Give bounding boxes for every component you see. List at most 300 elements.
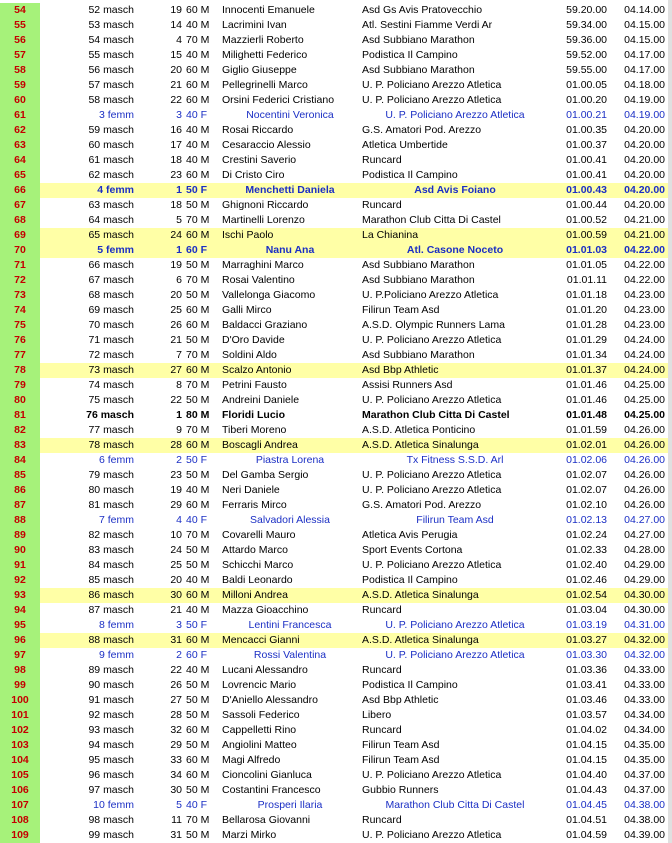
cell-sex: 50 M: [186, 259, 210, 271]
overall-position: 71: [0, 258, 40, 273]
overall-position: 70: [0, 243, 40, 258]
cell-cpos: 27: [170, 364, 182, 376]
cell-time: 01.01.29: [566, 334, 607, 346]
cell-name: Piastra Lorena: [255, 454, 325, 466]
cell-cpos: 31: [170, 634, 182, 646]
cell-cat: 58 masch: [88, 94, 134, 106]
cell-team: A.S.D. Atletica Sinalunga: [362, 589, 479, 601]
cell-time: 01.00.20: [566, 94, 607, 106]
overall-position: 86: [0, 483, 40, 498]
overall-position: 59: [0, 78, 40, 93]
cell-team: Podistica Il Campino: [362, 49, 458, 61]
cell-cpos: 18: [170, 199, 182, 211]
overall-position: 68: [0, 213, 40, 228]
cell-time: 01.01.18: [566, 289, 607, 301]
cell-cat: 61 masch: [88, 154, 134, 166]
cell-name: Di Cristo Ciro: [222, 169, 285, 181]
cell-sex: 60 M: [186, 79, 210, 91]
overall-position: 64: [0, 153, 40, 168]
cell-pace: 04.25.00: [624, 379, 665, 391]
cell-sex: 50 M: [186, 289, 210, 301]
cell-time: 01.02.10: [566, 499, 607, 511]
cell-team: Runcard: [362, 199, 402, 211]
cell-time: 01.01.46: [566, 379, 607, 391]
table-row: [0, 663, 672, 678]
cell-cat: 53 masch: [88, 19, 134, 31]
cell-name: Andreini Daniele: [222, 394, 300, 406]
cell-name: Del Gamba Sergio: [222, 469, 309, 481]
cell-team: Asd Subbiano Marathon: [362, 349, 475, 361]
table-row: [0, 108, 672, 123]
overall-position: 96: [0, 633, 40, 648]
cell-name: Tiberi Moreno: [222, 424, 287, 436]
cell-time: 01.04.45: [566, 799, 607, 811]
cell-cat: 9 femm: [98, 649, 134, 661]
table-row: [0, 243, 672, 258]
cell-time: 01.00.05: [566, 79, 607, 91]
cell-team: A.S.D. Atletica Sinalunga: [362, 439, 479, 451]
table-row: [0, 633, 672, 648]
cell-pace: 04.20.00: [624, 199, 665, 211]
cell-team: U. P. Policiano Arezzo Atletica: [362, 559, 502, 571]
cell-cpos: 32: [170, 724, 182, 736]
cell-team: Marathon Club Citta Di Castel: [385, 799, 525, 811]
cell-time: 01.04.40: [566, 769, 607, 781]
overall-position: 57: [0, 48, 40, 63]
cell-team: U. P. Policiano Arezzo Atletica: [362, 94, 502, 106]
cell-name: Schicchi Marco: [222, 559, 294, 571]
cell-name: Petrini Fausto: [222, 379, 287, 391]
cell-cat: 91 masch: [88, 694, 134, 706]
cell-time: 01.03.36: [566, 664, 607, 676]
table-row: [0, 618, 672, 633]
cell-sex: 40 M: [186, 484, 210, 496]
cell-name: Baldi Leonardo: [222, 574, 293, 586]
cell-team: Asd Subbiano Marathon: [362, 34, 475, 46]
table-row: [0, 168, 672, 183]
table-row: [0, 348, 672, 363]
overall-position: 81: [0, 408, 40, 423]
cell-name: Crestini Saverio: [222, 154, 297, 166]
cell-name: Marzi Mirko: [222, 829, 277, 841]
cell-name: Lucani Alessandro: [222, 664, 308, 676]
cell-cpos: 24: [170, 229, 182, 241]
cell-team: U. P. Policiano Arezzo Atletica: [362, 394, 502, 406]
cell-team: La Chianina: [362, 229, 419, 241]
cell-name: D'Oro Davide: [222, 334, 285, 346]
cell-sex: 70 M: [186, 349, 210, 361]
overall-position: 106: [0, 783, 40, 798]
cell-time: 01.03.30: [566, 649, 607, 661]
table-row: [0, 753, 672, 768]
table-row: [0, 513, 672, 528]
cell-sex: 60 F: [186, 244, 208, 256]
cell-name: Orsini Federici Cristiano: [222, 94, 335, 106]
cell-time: 01.01.48: [566, 409, 607, 421]
cell-cat: 60 masch: [88, 139, 134, 151]
cell-team: Asd Subbiano Marathon: [362, 274, 475, 286]
cell-cat: 77 masch: [88, 424, 134, 436]
cell-cat: 87 masch: [88, 604, 134, 616]
cell-team: Atletica Avis Perugia: [362, 529, 458, 541]
cell-name: Prosperi Ilaria: [257, 799, 323, 811]
overall-position: 58: [0, 63, 40, 78]
overall-position: 67: [0, 198, 40, 213]
cell-time: 59.36.00: [566, 34, 607, 46]
overall-position: 79: [0, 378, 40, 393]
cell-name: Neri Daniele: [222, 484, 280, 496]
overall-position: 55: [0, 18, 40, 33]
cell-team: U. P. Policiano Arezzo Atletica: [362, 79, 502, 91]
table-row: [0, 78, 672, 93]
cell-name: Milighetti Federico: [222, 49, 308, 61]
cell-pace: 04.39.00: [624, 829, 665, 841]
cell-name: Menchetti Daniela: [245, 184, 335, 196]
overall-position: 93: [0, 588, 40, 603]
overall-position: 73: [0, 288, 40, 303]
cell-pace: 04.15.00: [624, 34, 665, 46]
table-row: [0, 33, 672, 48]
cell-pace: 04.17.00: [624, 64, 665, 76]
cell-team: Runcard: [362, 664, 402, 676]
cell-team: Libero: [362, 709, 392, 721]
cell-time: 01.00.43: [566, 184, 607, 196]
cell-pace: 04.34.00: [624, 709, 665, 721]
cell-sex: 60 M: [186, 94, 210, 106]
cell-cpos: 4: [176, 514, 182, 526]
cell-cpos: 22: [170, 664, 182, 676]
table-row: [0, 528, 672, 543]
cell-time: 01.01.11: [566, 274, 607, 286]
cell-team: Sport Events Cortona: [362, 544, 463, 556]
cell-cpos: 17: [170, 139, 182, 151]
cell-sex: 40 M: [186, 664, 210, 676]
cell-cat: 74 masch: [88, 379, 134, 391]
cell-time: 01.02.06: [566, 454, 607, 466]
cell-sex: 40 M: [186, 604, 210, 616]
cell-sex: 70 M: [186, 529, 210, 541]
cell-time: 01.01.05: [566, 259, 607, 271]
cell-time: 01.00.37: [566, 139, 607, 151]
cell-time: 01.01.03: [566, 244, 607, 256]
overall-position: 101: [0, 708, 40, 723]
table-row: [0, 468, 672, 483]
table-row: [0, 588, 672, 603]
cell-name: Nanu Ana: [265, 244, 315, 256]
cell-cpos: 5: [176, 799, 182, 811]
cell-pace: 04.32.00: [624, 649, 665, 661]
cell-team: U. P. Policiano Arezzo Atletica: [362, 334, 502, 346]
cell-time: 01.01.37: [566, 364, 607, 376]
cell-sex: 50 M: [186, 784, 210, 796]
cell-cat: 67 masch: [88, 274, 134, 286]
cell-sex: 70 M: [186, 214, 210, 226]
cell-cpos: 34: [170, 769, 182, 781]
overall-position: 74: [0, 303, 40, 318]
cell-time: 01.03.57: [566, 709, 607, 721]
table-row: [0, 603, 672, 618]
overall-position: 99: [0, 678, 40, 693]
table-row: [0, 333, 672, 348]
overall-position: 85: [0, 468, 40, 483]
cell-time: 01.00.59: [566, 229, 607, 241]
cell-team: Asd Subbiano Marathon: [362, 64, 475, 76]
cell-pace: 04.24.00: [624, 334, 665, 346]
table-row: [0, 123, 672, 138]
table-row: [0, 48, 672, 63]
cell-team: Asd Subbiano Marathon: [362, 259, 475, 271]
cell-cat: 99 masch: [88, 829, 134, 841]
cell-time: 01.00.35: [566, 124, 607, 136]
cell-name: Attardo Marco: [222, 544, 288, 556]
cell-sex: 60 M: [186, 319, 210, 331]
cell-cpos: 22: [170, 394, 182, 406]
cell-time: 01.00.41: [566, 169, 607, 181]
overall-position: 56: [0, 33, 40, 48]
cell-sex: 60 M: [186, 439, 210, 451]
cell-cpos: 19: [170, 4, 182, 16]
cell-cat: 3 femm: [98, 109, 134, 121]
cell-pace: 04.38.00: [624, 799, 665, 811]
cell-time: 01.02.07: [566, 469, 607, 481]
cell-cat: 71 masch: [88, 334, 134, 346]
cell-name: Sassoli Federico: [222, 709, 300, 721]
cell-sex: 50 M: [186, 739, 210, 751]
cell-sex: 60 M: [186, 169, 210, 181]
cell-sex: 50 M: [186, 199, 210, 211]
sheet-edge: [668, 0, 672, 843]
table-row: [0, 573, 672, 588]
cell-pace: 04.26.00: [624, 469, 665, 481]
cell-cpos: 3: [176, 619, 182, 631]
cell-time: 01.03.19: [566, 619, 607, 631]
cell-pace: 04.20.00: [624, 169, 665, 181]
cell-sex: 50 F: [186, 454, 208, 466]
table-row: [0, 453, 672, 468]
cell-name: Boscagli Andrea: [222, 439, 298, 451]
cell-time: 01.00.21: [566, 109, 607, 121]
cell-pace: 04.29.00: [624, 574, 665, 586]
cell-team: Atl. Casone Noceto: [406, 244, 504, 256]
table-row: [0, 798, 672, 813]
table-row: [0, 303, 672, 318]
table-row: [0, 723, 672, 738]
cell-sex: 60 M: [186, 634, 210, 646]
cell-name: Covarelli Mauro: [222, 529, 296, 541]
cell-time: 01.02.46: [566, 574, 607, 586]
cell-cpos: 6: [176, 274, 182, 286]
cell-cpos: 21: [170, 604, 182, 616]
cell-name: Ghignoni Riccardo: [222, 199, 309, 211]
cell-time: 59.34.00: [566, 19, 607, 31]
cell-cat: 95 masch: [88, 754, 134, 766]
cell-cpos: 19: [170, 484, 182, 496]
cell-sex: 60 M: [186, 724, 210, 736]
cell-sex: 50 M: [186, 394, 210, 406]
cell-cpos: 16: [170, 124, 182, 136]
cell-pace: 04.30.00: [624, 589, 665, 601]
cell-team: Gubbio Runners: [362, 784, 439, 796]
cell-time: 01.04.02: [566, 724, 607, 736]
cell-pace: 04.23.00: [624, 304, 665, 316]
table-row: [0, 18, 672, 33]
cell-time: 01.02.01: [566, 439, 607, 451]
cell-cpos: 25: [170, 559, 182, 571]
cell-cpos: 21: [170, 79, 182, 91]
overall-position: 84: [0, 453, 40, 468]
cell-cat: 10 femm: [93, 799, 134, 811]
overall-position: 107: [0, 798, 40, 813]
cell-pace: 04.25.00: [624, 409, 665, 421]
cell-cat: 64 masch: [88, 214, 134, 226]
cell-time: 01.02.54: [566, 589, 607, 601]
cell-cat: 83 masch: [88, 544, 134, 556]
overall-position: 65: [0, 168, 40, 183]
cell-time: 01.01.46: [566, 394, 607, 406]
cell-cat: 97 masch: [88, 784, 134, 796]
cell-team: Asd Avis Foiano: [414, 184, 496, 196]
cell-cat: 72 masch: [88, 349, 134, 361]
overall-position: 105: [0, 768, 40, 783]
table-row: [0, 63, 672, 78]
cell-name: Floridi Lucio: [222, 409, 285, 421]
cell-cpos: 4: [176, 34, 182, 46]
cell-cat: 62 masch: [88, 169, 134, 181]
cell-cat: 75 masch: [88, 394, 134, 406]
cell-pace: 04.35.00: [624, 754, 665, 766]
cell-cat: 96 masch: [88, 769, 134, 781]
cell-name: Costantini Francesco: [222, 784, 321, 796]
cell-sex: 70 M: [186, 424, 210, 436]
cell-pace: 04.22.00: [624, 274, 665, 286]
cell-sex: 50 F: [186, 619, 208, 631]
cell-cat: 86 masch: [88, 589, 134, 601]
table-row: [0, 273, 672, 288]
cell-pace: 04.19.00: [624, 109, 665, 121]
cell-name: Ischi Paolo: [222, 229, 274, 241]
cell-time: 01.03.04: [566, 604, 607, 616]
cell-cpos: 23: [170, 169, 182, 181]
cell-cpos: 8: [176, 379, 182, 391]
overall-position: 92: [0, 573, 40, 588]
cell-sex: 60 M: [186, 229, 210, 241]
overall-position: 61: [0, 108, 40, 123]
overall-position: 75: [0, 318, 40, 333]
cell-name: Pellegrinelli Marco: [222, 79, 308, 91]
cell-pace: 04.15.00: [624, 19, 665, 31]
cell-pace: 04.38.00: [624, 814, 665, 826]
cell-name: Marraghini Marco: [222, 259, 304, 271]
cell-cat: 94 masch: [88, 739, 134, 751]
cell-pace: 04.26.00: [624, 439, 665, 451]
cell-name: Bellarosa Giovanni: [222, 814, 311, 826]
overall-position: 72: [0, 273, 40, 288]
overall-position: 108: [0, 813, 40, 828]
table-row: [0, 228, 672, 243]
cell-cat: 63 masch: [88, 199, 134, 211]
cell-time: 01.03.27: [566, 634, 607, 646]
cell-cpos: 2: [176, 454, 182, 466]
cell-name: Lacrimini Ivan: [222, 19, 287, 31]
cell-pace: 04.37.00: [624, 784, 665, 796]
table-row: [0, 813, 672, 828]
overall-position: 77: [0, 348, 40, 363]
cell-cat: 92 masch: [88, 709, 134, 721]
table-row: [0, 828, 672, 843]
cell-time: 01.01.20: [566, 304, 607, 316]
cell-cpos: 20: [170, 289, 182, 301]
cell-sex: 40 M: [186, 574, 210, 586]
cell-cpos: 20: [170, 574, 182, 586]
cell-team: G.S. Amatori Pod. Arezzo: [362, 124, 482, 136]
cell-pace: 04.33.00: [624, 694, 665, 706]
overall-position: 88: [0, 513, 40, 528]
cell-name: Martinelli Lorenzo: [222, 214, 305, 226]
cell-cpos: 23: [170, 469, 182, 481]
cell-team: A.S.D. Olympic Runners Lama: [362, 319, 505, 331]
overall-position: 100: [0, 693, 40, 708]
cell-name: Milloni Andrea: [222, 589, 288, 601]
cell-cat: 7 femm: [98, 514, 134, 526]
table-row: [0, 558, 672, 573]
cell-time: 01.04.15: [566, 739, 607, 751]
overall-position: 63: [0, 138, 40, 153]
cell-pace: 04.32.00: [624, 634, 665, 646]
cell-cat: 79 masch: [88, 469, 134, 481]
table-row: [0, 438, 672, 453]
cell-cpos: 1: [176, 409, 182, 421]
cell-cat: 98 masch: [88, 814, 134, 826]
cell-sex: 50 M: [186, 469, 210, 481]
cell-time: 01.02.07: [566, 484, 607, 496]
cell-sex: 70 M: [186, 274, 210, 286]
cell-pace: 04.30.00: [624, 604, 665, 616]
cell-pace: 04.33.00: [624, 679, 665, 691]
cell-team: Filirun Team Asd: [362, 304, 440, 316]
cell-sex: 50 M: [186, 829, 210, 841]
table-row: [0, 213, 672, 228]
cell-cat: 78 masch: [88, 439, 134, 451]
table-row: [0, 543, 672, 558]
cell-cpos: 29: [170, 739, 182, 751]
cell-name: Rosai Valentino: [222, 274, 295, 286]
cell-pace: 04.26.00: [624, 454, 665, 466]
cell-cat: 52 masch: [88, 4, 134, 16]
cell-pace: 04.26.00: [624, 499, 665, 511]
cell-team: Filirun Team Asd: [362, 739, 440, 751]
cell-team: Runcard: [362, 604, 402, 616]
cell-cpos: 31: [170, 829, 182, 841]
cell-time: 01.03.41: [566, 679, 607, 691]
cell-cpos: 30: [170, 784, 182, 796]
cell-sex: 60 M: [186, 589, 210, 601]
cell-cat: 82 masch: [88, 529, 134, 541]
table-row: [0, 483, 672, 498]
cell-team: Filirun Team Asd: [416, 514, 494, 526]
overall-position: 90: [0, 543, 40, 558]
cell-pace: 04.20.00: [624, 139, 665, 151]
cell-sex: 60 M: [186, 4, 210, 16]
cell-sex: 60 M: [186, 769, 210, 781]
cell-team: Podistica Il Campino: [362, 679, 458, 691]
cell-cat: 54 masch: [88, 34, 134, 46]
cell-name: Mencacci Gianni: [222, 634, 300, 646]
cell-sex: 60 M: [186, 499, 210, 511]
cell-team: U. P. Policiano Arezzo Atletica: [385, 649, 525, 661]
cell-cpos: 18: [170, 154, 182, 166]
cell-team: Podistica Il Campino: [362, 169, 458, 181]
cell-name: D'Aniello Alessandro: [222, 694, 318, 706]
